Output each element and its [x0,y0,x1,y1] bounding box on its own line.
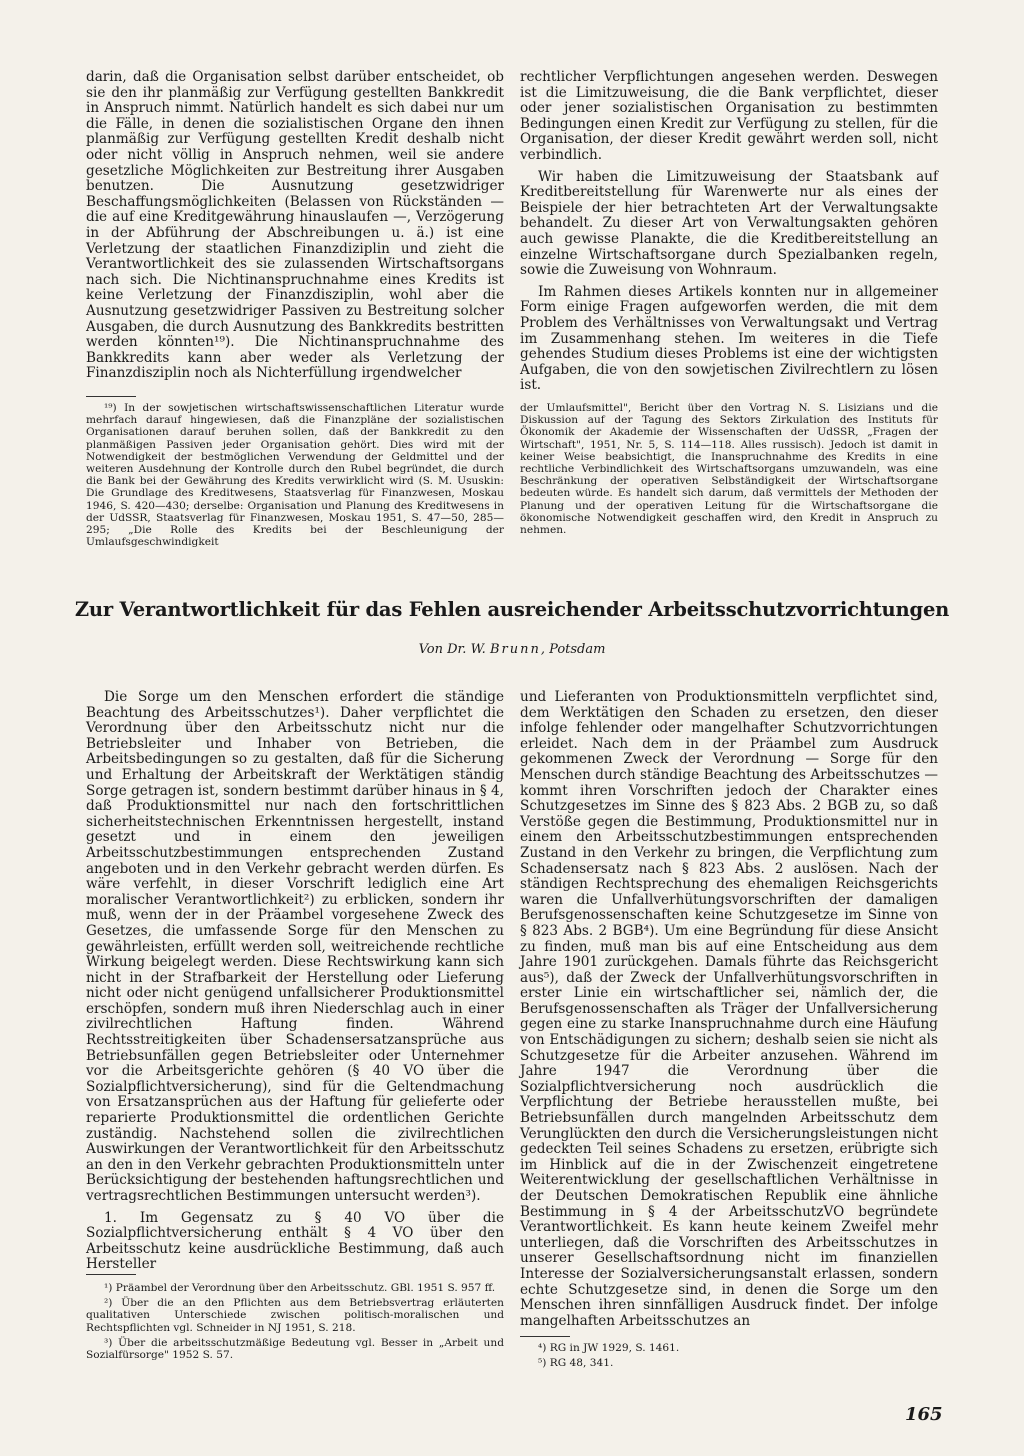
paragraph: darin, daß die Organisation selbst darüber entscheidet, ob sie den ihr planmäßig zur Verfügung gestellten Bankkredit in Anspruch nimmt. Natürlich handelt es sich dabei nur um die Fälle, in denen die sozialistischen Organe den ihnen planmäßig zur Verfügung gestellten Kredit deshalb nicht oder nicht völlig in Anspruch nehmen, weil sie andere gesetzliche Möglichkeiten zur Bestreitung ihrer Ausgaben benutzen. Die Ausnutzung gesetzwidriger Beschaffungsmöglichkeiten (Belassen von Rückständen — die auf eine Kreditgewährung hinauslaufen —, Verzögerung in der Abführung der Abschreibungen u. ä.) ist eine Verletzung der staatlichen Finanzdiziplin und zieht die Verantwortlichkeit des sie zulassenden Wirtschaftsorgans nach sich. Die Nichtinanspruchnahme eines Kredits ist keine Verletzung der Finanzdisziplin, wohl aber die Ausnutzung gesetzwidriger Passiven zu Bestreitung solcher Ausgaben, die durch Ausnutzung des Bankkredits bestritten werden könnten¹⁹). Die Nichtinanspruchnahme des Bankkredits kann aber weder als Verletzung der Finanzdisziplin noch als Nichterfüllung irgendwelcher [86,69,504,382]
bottom-left-column [86,690,504,1273]
footnote-3: ³) Über die arbeitsschutzmäßige Bedeutung vgl. Besser in „Arbeit und Sozialfürsorge" 1952 S. 57. [86,1336,504,1362]
bottom-right-footnotes [520,1342,938,1369]
paragraph: rechtlicher Verpflichtungen angesehen werden. Deswegen ist die Limitzuweisung, die die Bank verpflichtet, dieser oder jener sozialistischen Organisation zu bestimmten Bedingungen einen Kredit zur Verfügung zu stellen, für die Organisation, der dieser Kredit gewährt werden soll, nicht verbindlich. [520,69,938,163]
paragraph: 1. Im Gegensatz zu § 40 VO über die Sozialpflichtversicherung enthält § 4 VO über den Arbeitsschutz keine ausdrückliche Bestimmung, daß auch Hersteller [86,1209,504,1273]
paragraph: Die Sorge um den Menschen erfordert die ständige Beachtung des Arbeitsschutzes¹). Daher verpflichtet die Verordnung über den Arbeitsschutz nicht nur die Betriebsleiter und Inhaber von Betrieben, die Arbeitsbedingungen so zu gestalten, daß für die Sicherung und Erhaltung der Arbeitskraft der Werktätigen ständig Sorge getragen ist, sondern bestimmt darüber hinaus in § 4, daß Produktionsmittel nur nach den fortschrittlichen sicherheitstechnischen Erkenntnissen hergestellt, instand gesetzt und in einem den jeweiligen Arbeitsschutzbestimmungen entsprechenden Zustand angeboten und in den Verkehr gebracht werden dürfen. Es wäre verfehlt, in dieser Vorschrift lediglich eine Art moralischer Verantwortlichkeit²) zu erblicken, sondern ihr muß, wenn der in der Präambel vorgesehene Zweck des Gesetzes, die umfassende Sorge für den Menschen zu gewährleisten, erfüllt werden soll, weitreichende rechtliche Wirkung beigelegt werden. Diese Rechtswirkung kann sich nicht in der Strafbarkeit der Herstellung oder Lieferung nicht oder nicht genügend unfallsicherer Produktionsmittel erschöpfen, sondern muß ihren Niederschlag auch in einer zivilrechtlichen Haftung finden. Während Rechtsstreitigkeiten über Schadensersatzansprüche aus Betriebsunfällen gegen Betriebsleiter oder Unternehmer vor die Arbeitsgerichte gehören (§ 40 VO über die Sozialpflichtversicherung), sind für die Geltendmachung von Ersatzansprüchen aus der Haftung für gelieferte oder reparierte Produktionsmittel die ordentlichen Gerichte zuständig. Nachstehend sollen die zivilrechtlichen Auswirkungen der Verantwortlichkeit für den Arbeitsschutz an den in den Verkehr gebrachten Produktionsmitteln unter Berücksichtigung der bestehenden haftungsrechtlichen und vertragsrechtlichen Bestimmungen untersucht werden³). [86,689,504,1204]
byline-prefix: Von Dr. W. [418,642,486,657]
footnote-19: ¹⁹) In der sowjetischen wirtschaftswissenschaftlichen Literatur wurde mehrfach darauf hingewiesen, daß die Finanzpläne der sozialistischen Organisationen darauf beruhen sollen, daß der Bankkredit zu den planmäßigen Passiven jeder Organisation gehört. Dies wird mit der Notwendigkeit der bestmöglichen Verwendung der Geldmittel und der weiteren Ausdehnung der Kontrolle durch den Rubel begründet, die durch die Bank bei der Gewährung des Kredits verwirklicht wird (S. M. Ususkin: Die Grundlage des Kreditwesens, Staatsverlag für Finanzwesen, Moskau 1946, S. 420—430; derselbe: Organisation und Planung des Kreditwesens in der UdSSR, Staatsverlag für Finanzwesen, Moskau 1951, S. 47—50, 285—295; „Die Rolle des Kredits bei der Beschleunigung der Umlaufsgeschwindigkeit [86,402,504,549]
footnote-1: ¹) Präambel der Verordnung über den Arbeitsschutz. GBl. 1951 S. 957 ff. [104,1282,496,1294]
author-name: Brunn [489,642,541,657]
footnote-divider [86,396,136,397]
bottom-left-footnotes [86,1282,504,1361]
bottom-right-column [520,690,938,1329]
paragraph: und Lieferanten von Produktionsmitteln verpflichtet sind, dem Werktätigen den Schaden zu ersetzen, den dieser infolge fehlender oder mangelhafter Schutzvorrichtungen erleidet. Nach dem in der Präambel zum Ausdruck gekommenen Zweck der Verordnung — Sorge für den Menschen durch ständige Beachtung des Arbeitsschutzes — kommt ihren Vorschriften jedoch der Charakter eines Schutzgesetzes im Sinne des § 823 Abs. 2 BGB zu, so daß Verstöße gegen die Bestimmung, Produktionsmittel nur in einem den Arbeitsschutzbestimmungen entsprechenden Zustand in den Verkehr zu bringen, die Verpflichtung zum Schadensersatz nach § 823 Abs. 2 auslösen. Nach der ständigen Rechtsprechung des ehemaligen Reichsgerichts waren die Unfallverhütungsvorschriften der damaligen Berufsgenossenschaften keine Schutzgesetze im Sinne von § 823 Abs. 2 BGB⁴). Um eine Begründung für diese Ansicht zu finden, muß man bis auf eine Entscheidung aus dem Jahre 1901 zurückgehen. Damals führte das Reichsgericht aus⁵), daß der Zweck der Unfallverhütungsvorschriften in erster Linie ein wirtschaftlicher sei, nämlich der, die Berufsgenossenschaften als Träger der Unfallversicherung gegen eine zu starke Inanspruchnahme durch eine Häufung von Entschädigungen zu sichern; deshalb seien sie nicht als Schutzgesetze für die Arbeiter anzusehen. Während im Jahre 1947 die Verordnung über die Sozialpflichtversicherung noch ausdrücklich die Verpflichtung der Betriebe herausstellen mußte, bei Betriebsunfällen durch mangelnden Arbeitsschutz dem Verunglückten den durch die Versicherungsleistungen nicht gedeckten Teil seines Schadens zu ersetzen, erübrigte sich im Hinblick auf die in der Zwischenzeit eingetretene Weiterentwicklung der gesellschaftlichen Verhältnisse in der Deutschen Demokratischen Republik eine ähnliche Bestimmung in § 4 der ArbeitsschutzVO begründete Verantwortlichkeit. Es kann heute keinem Zweifel mehr unterliegen, daß die Vorschriften des Arbeitsschutzes in unserer Gesellschaftsordnung nicht im finanziellen Interesse der Sozialversicherungsanstalt erlassen, sondern echte Schutzgesetze sind, in denen die Sorge um den Menschen ihren sinnfälligen Ausdruck findet. Der infolge mangelhaften Arbeitsschutzes an [520,689,938,1329]
footnote-continuation: der Umlaufsmittel", Bericht über den Vortrag N. S. Lisizians und die Diskussion auf der Tagung des Sektors Zirkulation des Instituts für Ökonomik der Akademie der Wissenschaften der UdSSR, „Fragen der Wirtschaft", 1951, Nr. 5, S. 114—118. Alles russisch). Jedoch ist damit in keiner Weise beabsichtigt, die Inanspruchnahme des Kredits in eine rechtliche Verbindlichkeit des Wirtschaftsorgans umzuwandeln, was eine Beschränkung der operativen Selbständigkeit der Wirtschaftsorgane bedeuten würde. Es handelt sich darum, daß vermittels der Methoden der Planung und der operativen Leitung für die Wirtschaftsorgane die ökonomische Notwendigkeit geschaffen wird, den Kredit in Anspruch zu nehmen. [520,402,938,537]
byline [0,642,1024,657]
footnote-divider [86,1274,136,1275]
footnote-5: ⁵) RG 48, 341. [538,1357,614,1370]
top-right-footnotes [520,402,938,536]
paragraph: Wir haben die Limitzuweisung der Staatsbank auf Kreditbereitstellung für Warenwerte nur als eines der Beispiele der hier betrachteten Art der Verwaltungsakte behandelt. Zu dieser Art von Verwaltungsakten gehören auch gewisse Planakte, die die Kreditbereitstellung an einzelne Wirtschaftsorgane durch Spezialbanken regeln, sowie die Zuweisung von Wohnraum. [520,168,938,279]
footnote-4: ⁴) RG in JW 1929, S. 1461. [538,1342,680,1354]
footnote-2: ²) Über die an den Pflichten aus dem Betriebsvertrag erläuterten qualitativen Unterschiede zwischen politisch-moralischen und Rechtspflichten vgl. Schneider in NJ 1951, S. 218. [86,1297,504,1334]
footnote-divider [520,1336,570,1337]
byline-suffix: , Potsdam [540,642,606,657]
paragraph: Im Rahmen dieses Artikels konnten nur in allgemeiner Form einige Fragen aufgeworfen werden, die mit dem Problem des Verhältnisses von Verwaltungsakt und Vertrag im Zusammenhang stehen. Im weiteres in die Tiefe gehendes Studium dieses Problems ist eine der wichtigsten Aufgaben, die von den sowjetischen Zivilrechtlern zu lösen ist. [520,283,938,394]
top-right-column [520,70,938,394]
top-left-footnotes [86,402,504,548]
article-title: Zur Verantwortlichkeit für das Fehlen ausreichender Arbeitsschutzvorrichtungen [74,598,950,621]
top-left-column [86,70,504,382]
page-number: 165 [905,1404,943,1425]
